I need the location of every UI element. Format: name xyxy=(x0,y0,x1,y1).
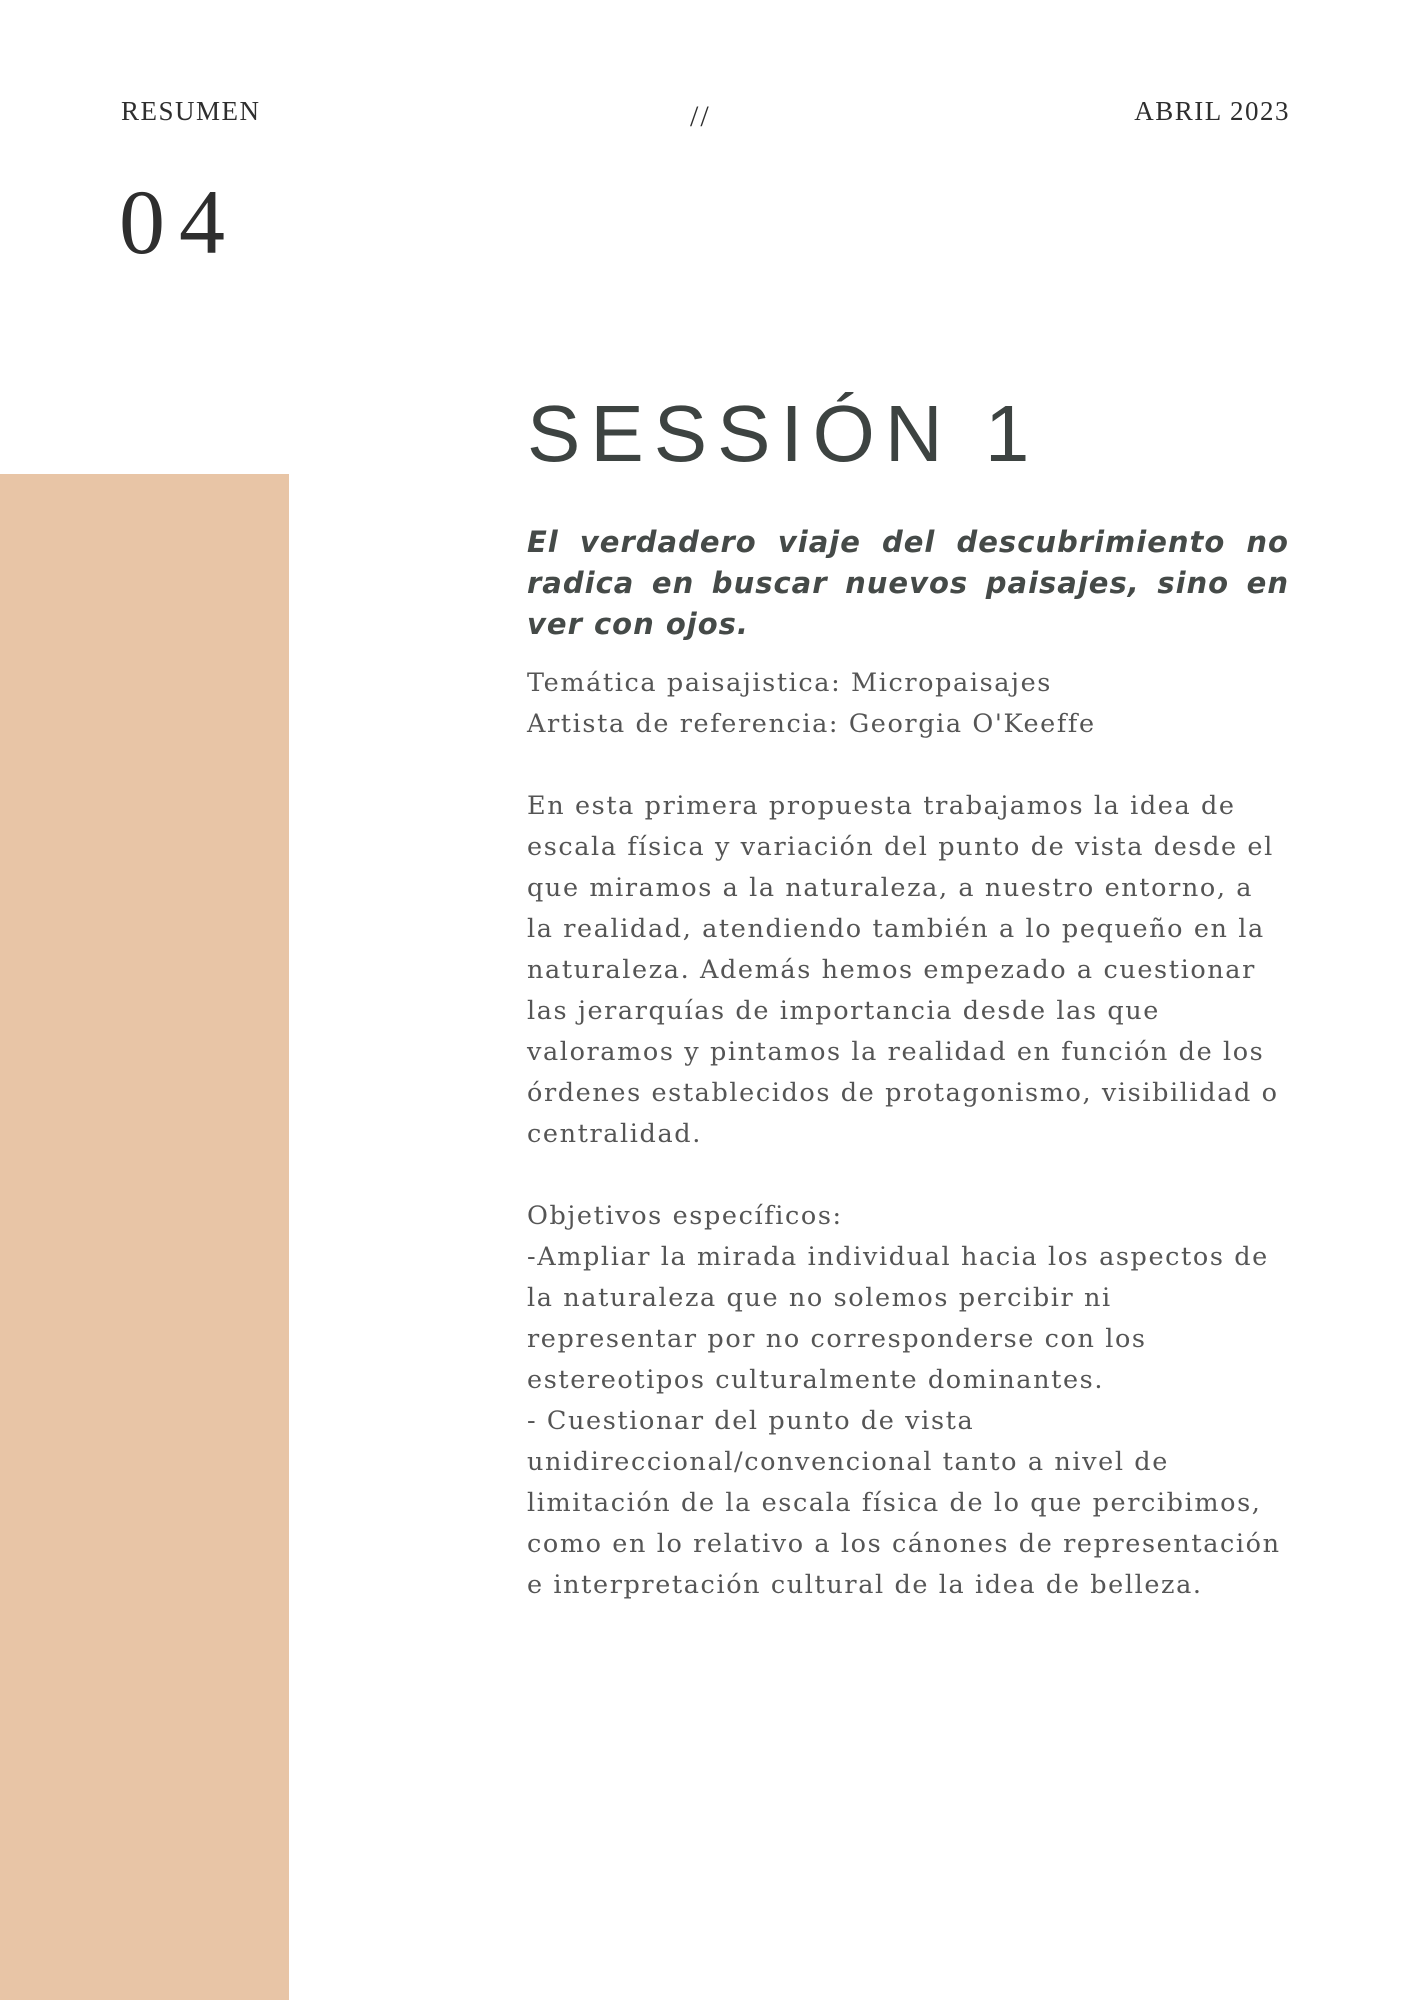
session-content xyxy=(527,390,1289,1606)
objective-item: - Cuestionar del punto de vista unidireccional/convencional tanto a nivel de limitación de la escala física de lo que percibimos, como en lo relativo a los cánones de representación e interpretación cultural de la idea de belleza. xyxy=(527,1406,1281,1600)
session-quote: El verdadero viaje del descubrimiento no radica en buscar nuevos paisajes, sino en ver con ojos. xyxy=(527,525,1289,641)
reference-artist-line: Artista de referencia: Georgia O'Keeffe xyxy=(527,709,1096,739)
objectives-heading: Objetivos específicos: xyxy=(527,1201,843,1231)
objectives-section xyxy=(527,1196,1289,1606)
objective-item: -Ampliar la mirada individual hacia los aspectos de la naturaleza que no solemos percibir ni representar por no corresponderse con los estereotipos culturalmente dominantes. xyxy=(527,1242,1269,1395)
session-meta xyxy=(527,663,1289,745)
decorative-side-bar xyxy=(0,474,289,2000)
session-title: SESSIÓN 1 xyxy=(527,389,1040,478)
theme-line: Temática paisajistica: Micropaisajes xyxy=(527,668,1052,698)
header-section-label: RESUMEN xyxy=(121,96,261,126)
header-separator: // xyxy=(690,100,711,133)
page-number: 04 xyxy=(119,171,239,273)
session-description: En esta primera propuesta trabajamos la idea de escala física y variación del punto de vista desde el que miramos a la naturaleza, a nuestro entorno, a la realidad, atendiendo también a lo pequeño en la naturaleza. Además hemos empezado a cuestionar las jerarquías de importancia desde las que valoramos y pintamos la realidad en función de los órdenes establecidos de protagonismo, visibilidad o centralidad. xyxy=(527,791,1279,1149)
header-date: ABRIL 2023 xyxy=(1134,96,1290,126)
